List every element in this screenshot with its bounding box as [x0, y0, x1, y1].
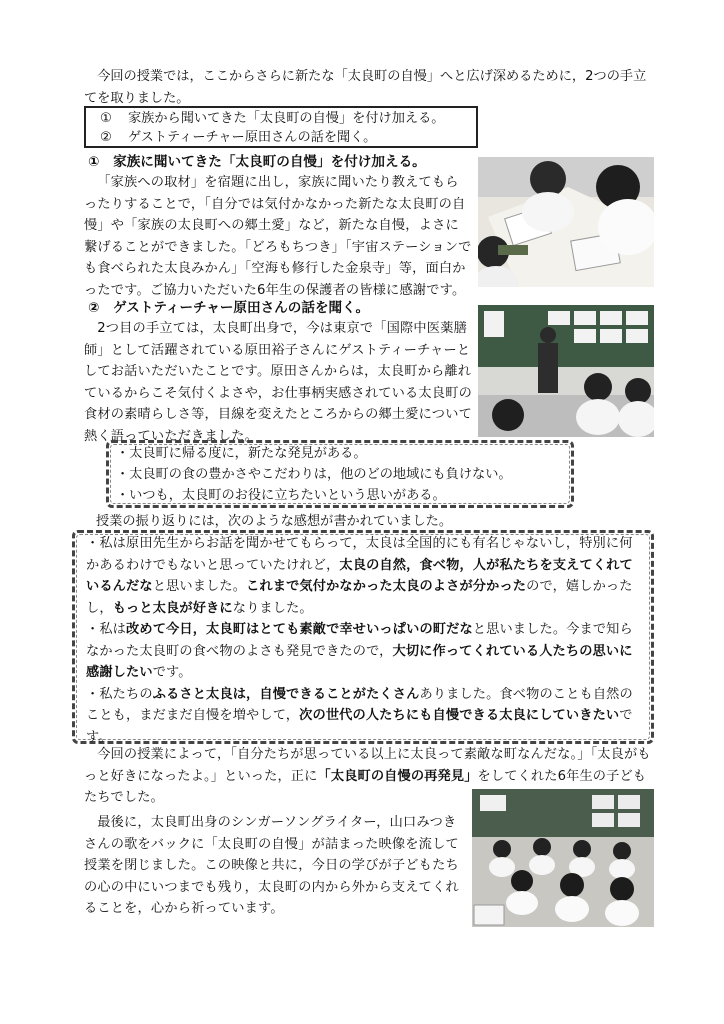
section1-paragraph: 「家族への取材」を宿題に出し，家族に聞いたり教えてもらったりすることで，「自分では気付かなかった新たな太良町の自慢」や「家族の太良町への郷土愛」など，新たな自慢，よさに繋げることができました。「どろもちつき」「宇宙ステーションでも食べられた太良みかん」「空海も修行した金泉寺」等，面白かったです。ご協力いただいた6年生の保護者の皆様に感謝です。	[84, 175, 472, 298]
point-2: ・太良町の食の豊かさやこだわりは，他のどの地域にも負けない。	[116, 467, 512, 482]
steps-box	[84, 106, 478, 148]
photo-students-writing	[478, 157, 654, 287]
section2-paragraph: 2つ目の手立ては，太良町出身で，今は東京で「国際中医薬膳師」として活躍されている原田裕子さんにゲストティーチャーとしてお話いただいたことです。原田さんからは，太良町から離れているからこそ気付くよさや，お仕事柄実感されている太良町の食材の素晴らしさ等，目線を変えたところからの郷土愛について熱く語っていただきました。	[84, 321, 472, 444]
section1-heading: ① 家族に聞いてきた「太良町の自慢」を付け加える。	[88, 154, 426, 170]
intro-paragraph: 今回の授業では，ここからさらに新たな「太良町の自慢」へと広げ深めるために，2つの手立てを取りました。	[84, 69, 647, 106]
section2-heading: ② ゲストティーチャー原田さんの話を聞く。	[88, 300, 370, 316]
point-3: ・いつも，太良町のお役に立ちたいという思いがある。	[116, 488, 446, 503]
reflection-3: ・私たちのふるさと太良は，自慢できることがたくさんありました。食べ物のことも自然のことも，まだまだ自慢を増やして，次の世代の人たちにも自慢できる太良にしていきたいです。	[86, 686, 633, 745]
step-1: ① 家族から聞いてきた「太良町の自慢」を付け加える。	[100, 111, 445, 126]
key-points-list	[116, 443, 570, 506]
conclusion-paragraph: 今回の授業によって，「自分たちが思っている以上に太良って素敵な町なんだな。」「太良がもっと好きになったよ。」といった，正に「太良町の自慢の再発見」をしてくれた6年生の子どもたちでした。	[84, 747, 651, 805]
reflection-1: ・私は原田先生からお話を聞かせてもらって，太良は全国的にも有名じゃないし，特別に何かあるわけでもないと思っていたけれど，太良の自然，食べ物，人が私たちを支えてくれているんだなと思いました。これまで気付かなかった太良のよさが分かったので，嬉しかったし，もっと太良が好きになりました。	[86, 536, 633, 616]
reflection-2: ・私は改めて今日，太良町はとても素敵で幸せいっぱいの町だなと思いました。今まで知らなかった太良町の食べ物のよさも発見できたので，大切に作ってくれている人たちの思いに感謝したいです。	[86, 622, 633, 680]
closing-paragraph: 最後に，太良町出身のシンガーソングライター，山口みつきさんの歌をバックに「太良町の自慢」が詰まった映像を流して授業を閉じました。この映像と共に，今日の学びが子どもたちの心の中にいつまでも残り，太良町の内から外から支えてくれることを，心から祈っています。	[84, 815, 459, 916]
reflections-list	[86, 533, 642, 748]
point-1: ・太良町に帰る度に，新たな発見がある。	[116, 446, 367, 461]
step-2: ② ゲストティーチャー原田さんの話を聞く。	[100, 130, 377, 145]
reflection-intro: 授業の振り返りには，次のような感想が書かれていました。	[96, 514, 453, 529]
photo-guest-teacher	[478, 305, 654, 437]
photo-classroom-video	[472, 789, 654, 927]
